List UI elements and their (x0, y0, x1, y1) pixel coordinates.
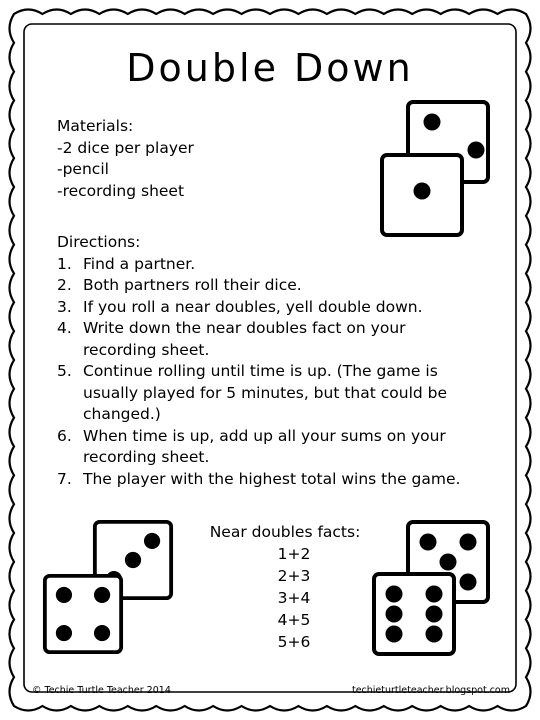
die-pip (56, 625, 72, 641)
die-pip (440, 554, 457, 571)
fact-item: 3+4 (277, 589, 311, 607)
step-number: 2. (57, 276, 72, 294)
directions-list (57, 254, 477, 491)
die-pip (144, 533, 160, 549)
die-pip (56, 587, 72, 603)
copyright-text: © Techie Turtle Teacher 2014 (32, 685, 171, 696)
step-number: 7. (57, 469, 72, 488)
die-bottom-right-front (371, 571, 457, 657)
die-pip (125, 552, 141, 568)
step-number: 5. (57, 362, 72, 380)
step-text: Find a partner. (83, 254, 196, 273)
die-pip (460, 534, 477, 551)
fact-item: 2+3 (277, 567, 311, 585)
direction-step (57, 275, 477, 297)
blog-url: techieturtleteacher.blogspot.com (351, 685, 510, 696)
die-bottom-left-front (42, 573, 124, 655)
die-pip (424, 114, 441, 131)
step-text: Continue rolling until time is up. (The game is usually played for 5 minutes, but that could be changed.) (83, 362, 448, 423)
die-pip (426, 606, 443, 623)
directions-heading: Directions: (57, 233, 141, 251)
page-title: Double Down (126, 46, 414, 90)
materials-section (57, 116, 194, 202)
direction-step (57, 426, 477, 469)
step-text: When time is up, add up all your sums on your recording sheet. (83, 426, 446, 466)
die-pip (386, 586, 403, 603)
direction-step (57, 469, 477, 491)
step-number: 1. (57, 254, 72, 273)
die-pip (386, 606, 403, 623)
die-pip (460, 574, 477, 591)
die-pip (94, 587, 110, 603)
direction-step (57, 297, 477, 319)
fact-item: 4+5 (277, 611, 311, 629)
materials-heading: Materials: (57, 117, 134, 135)
materials-item: -recording sheet (57, 181, 185, 200)
fact-item: 5+6 (277, 633, 311, 651)
materials-item: -pencil (57, 160, 109, 178)
direction-step (57, 318, 477, 361)
step-text: Both partners roll their dice. (83, 276, 302, 294)
die-face (45, 576, 121, 652)
fact-item: 1+2 (277, 545, 311, 563)
die-top-front (379, 152, 465, 238)
step-text: Write down the near doubles fact on your recording sheet. (83, 319, 406, 359)
step-number: 3. (57, 297, 72, 316)
near-doubles-facts (185, 521, 385, 653)
materials-item: -2 dice per player (57, 138, 194, 157)
die-pip (426, 626, 443, 643)
die-pip (386, 626, 403, 643)
step-number: 6. (57, 426, 72, 445)
step-text: If you roll a near doubles, yell double down. (83, 297, 423, 316)
direction-step (57, 361, 477, 426)
directions-section (57, 232, 477, 490)
direction-step (57, 254, 477, 276)
step-number: 4. (57, 319, 72, 337)
step-text: The player with the highest total wins the game. (83, 469, 461, 488)
die-pip (94, 625, 110, 641)
die-pip (468, 142, 485, 159)
die-pip (426, 586, 443, 603)
facts-heading: Near doubles facts: (209, 523, 361, 541)
die-pip (414, 183, 431, 200)
die-pip (420, 534, 437, 551)
